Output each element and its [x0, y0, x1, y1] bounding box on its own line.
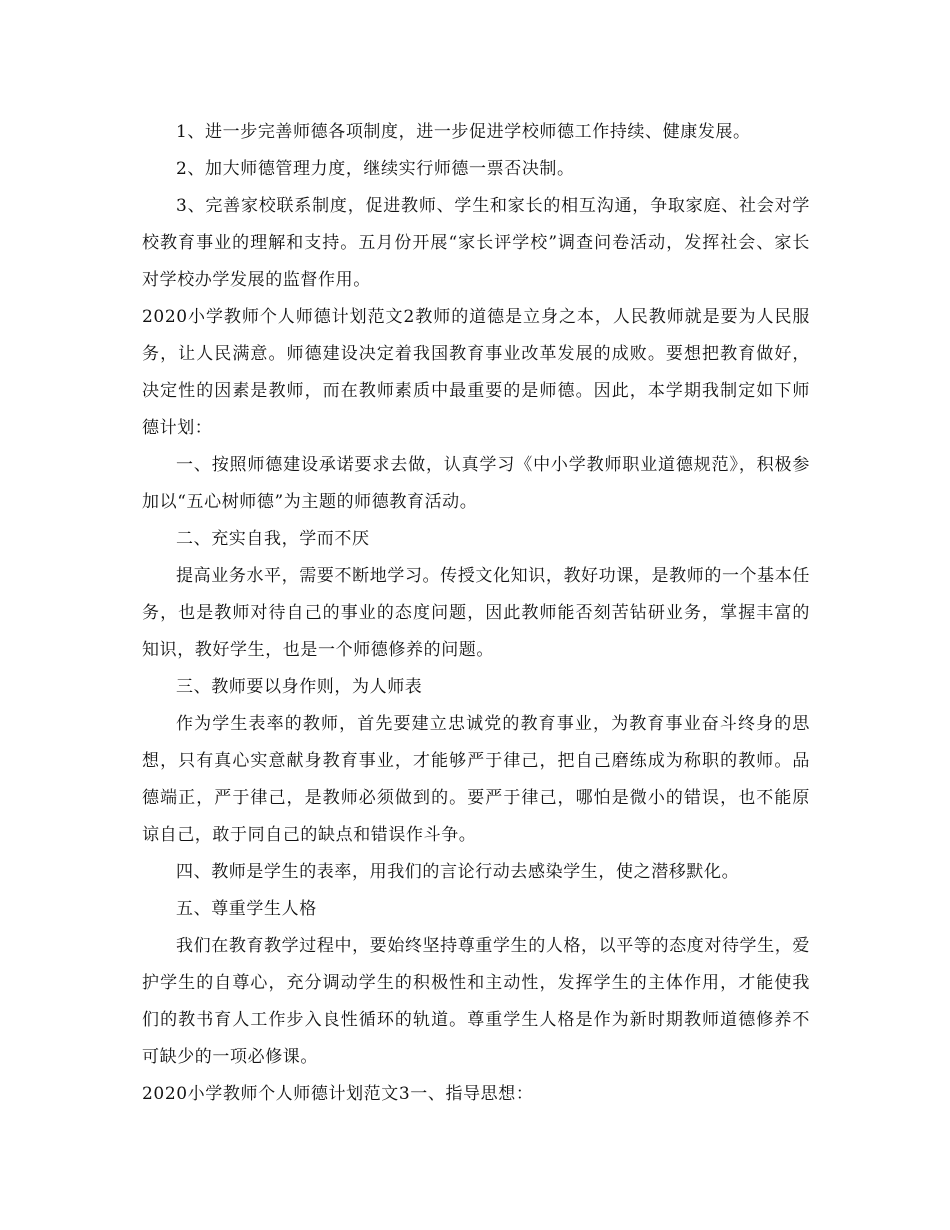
section-intro-2: 教师的道德是立身之本，人民教师就是要为人民服务，让人民满意。师德建设决定着我国教育事业改革发展的成败。要想把教育做好，决定性的因素是教师，而在教师素质中最重要的是师德。因此，本学期我制定如下师德计划： — [142, 307, 811, 438]
paragraph-item-9: 作为学生表率的教师，首先要建立忠诚党的教育事业，为教育事业奋斗终身的思想，只有真心实意献身教育事业，才能够严于律己，把自己磨练成为称职的教师。品德端正，严于律己，是教师必须做到的。要严于律己，哪怕是微小的错误，也不能原谅自己，敢于同自己的缺点和错误作斗争。 — [142, 714, 810, 845]
paragraph-item-11: 五、尊重学生人格 — [176, 899, 317, 919]
paragraph-item-10: 四、教师是学生的表率，用我们的言论行动去感染学生，使之潜移默化。 — [176, 862, 740, 882]
section-heading-2 — [142, 299, 810, 447]
paragraph-item-2: 2、加大师德管理力度，继续实行师德一票否决制。 — [176, 159, 575, 179]
paragraph-item-12: 我们在教育教学过程中，要始终坚持尊重学生的人格，以平等的态度对待学生，爱护学生的自尊心，充分调动学生的积极性和主动性，发挥学生的主体作用，才能使我们的教书育人工作步入良性循环的轨道。尊重学生人格是作为新时期教师道德修养不可缺少的一项必修课。 — [142, 936, 810, 1067]
section-intro-3: 一、指导思想： — [410, 1084, 534, 1104]
section-title-2: 2020小学教师个人师德计划范文2 — [142, 307, 415, 327]
paragraph-item-6: 二、充实自我，学而不厌 — [176, 529, 370, 549]
paragraph-item-5: 一、按照师德建设承诺要求去做，认真学习《中小学教师职业道德规范》，积极参加以“五心树师德”为主题的师德教育活动。 — [142, 455, 810, 512]
paragraph-item-8: 三、教师要以身作则，为人师表 — [176, 677, 423, 697]
section-heading-3 — [142, 1076, 810, 1113]
paragraph-item-7: 提高业务水平，需要不断地学习。传授文化知识，教好功课，是教师的一个基本任务，也是教师对待自己的事业的态度问题，因此教师能否刻苦钻研业务，掌握丰富的知识，教好学生，也是一个师德修养的问题。 — [142, 566, 810, 660]
document-body — [142, 114, 810, 1113]
section-title-3: 2020小学教师个人师德计划范文3 — [142, 1084, 411, 1104]
paragraph-item-3: 3、完善家校联系制度，促进教师、学生和家长的相互沟通，争取家庭、社会对学校教育事业的理解和支持。五月份开展“家长评学校”调查问卷活动，发挥社会、家长对学校办学发展的监督作用。 — [142, 196, 810, 290]
paragraph-item-1: 1、进一步完善师德各项制度，进一步促进学校师德工作持续、健康发展。 — [176, 122, 751, 142]
